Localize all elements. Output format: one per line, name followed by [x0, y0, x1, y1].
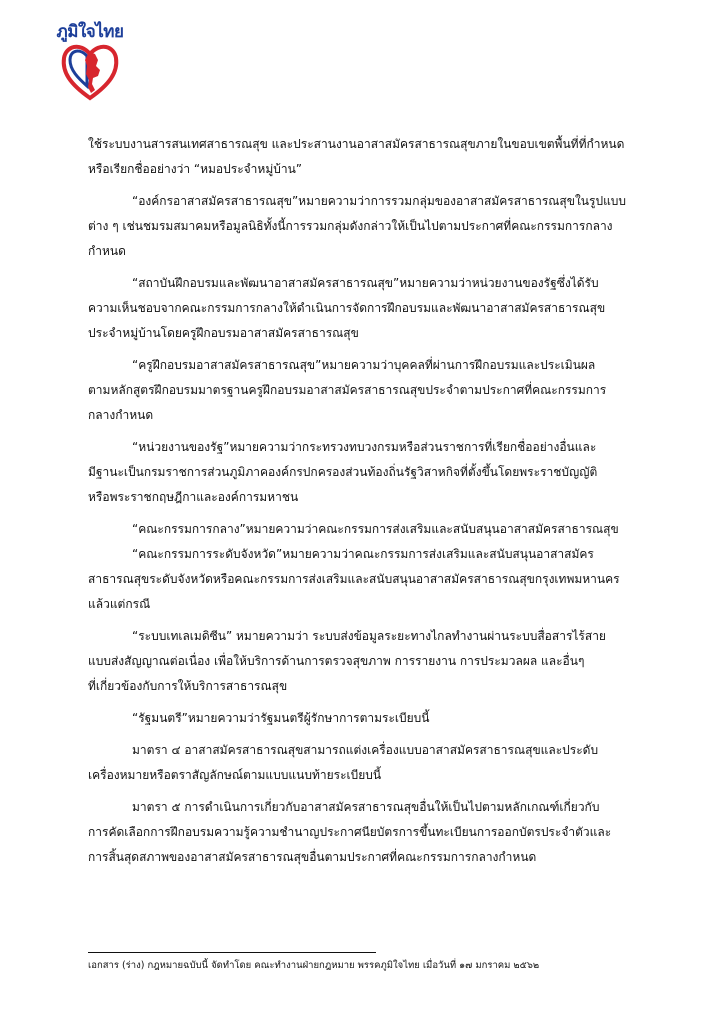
logo-wordmark: ภูมิใจไทย [56, 22, 124, 42]
text-line: การสิ้นสุดสภาพของอาสาสมัครสาธารณสุขอื่นตามประกาศที่คณะกรรมการกลางกำหนด [88, 850, 537, 864]
text-line: แล้วแต่กรณี [88, 597, 151, 611]
text-line: มาตรา ๕ การดำเนินการเกี่ยวกับอาสาสมัครสาธารณสุขอื่นให้เป็นไปตามหลักเกณฑ์เกี่ยวกับ [132, 800, 600, 814]
text-line: สาธารณสุขระดับจังหวัดหรือคณะกรรมการส่งเสริมและสนับสนุนอาสาสมัครสาธารณสุขกรุงเทพมหานคร [88, 572, 620, 586]
text-line: ที่เกี่ยวข้องกับการให้บริการสาธารณสุข [88, 679, 288, 693]
paragraph [88, 435, 648, 510]
text-line: “รัฐมนตรี”หมายความว่ารัฐมนตรีผู้รักษาการตามระเบียบนี้ [132, 711, 430, 725]
text-line: “คณะกรรมการระดับจังหวัด”หมายความว่าคณะกรรมการส่งเสริมและสนับสนุนอาสาสมัคร [132, 547, 594, 561]
footer-note: เอกสาร (ร่าง) กฎหมายฉบับนี้ จัดทำโดย คณะทำงานฝ่ายกฎหมาย พรรคภูมิใจไทย เมื่อวันที่ ๑๗ มกราคม ๒๕๖๒ [88, 960, 540, 971]
text-line: “สถาบันฝึกอบรมและพัฒนาอาสาสมัครสาธารณสุข”หมายความว่าหน่วยงานของรัฐซึ่งได้รับ [132, 276, 599, 290]
text-line: มาตรา ๔ อาสาสมัครสาธารณสุขสามารถแต่งเครื่องแบบอาสาสมัครสาธารณสุขและประดับ [132, 743, 599, 757]
text-line: ตามหลักสูตรฝึกอบรมมาตรฐานครูฝึกอบรมอาสาสมัครสาธารณสุขประจำตามประกาศที่คณะกรรมการ [88, 383, 607, 397]
footer-divider [88, 952, 376, 953]
paragraph [88, 706, 648, 731]
text-line: กลางกำหนด [88, 408, 154, 422]
paragraph [88, 271, 648, 346]
text-line: “องค์กรอาสาสมัครสาธารณสุข”หมายความว่าการรวมกลุ่มของอาสาสมัครสาธารณสุขในรูปแบบ [132, 194, 627, 208]
paragraph [88, 738, 648, 788]
text-line: กำหนด [88, 244, 126, 258]
paragraph [88, 353, 648, 428]
paragraph [88, 542, 648, 617]
text-line: “ระบบเทเลเมดิซีน” หมายความว่า ระบบส่งข้อมูลระยะทางไกลทำงานผ่านระบบสื่อสารไร้สาย [132, 629, 606, 643]
text-line: “หน่วยงานของรัฐ”หมายความว่ากระทรวงทบวงกรมหรือส่วนราชการที่เรียกชื่ออย่างอื่นและ [132, 440, 597, 454]
party-logo [54, 14, 126, 104]
text-line: “คณะกรรมการกลาง”หมายความว่าคณะกรรมการส่งเสริมและสนับสนุนอาสาสมัครสาธารณสุข [132, 522, 619, 536]
text-line: “ครูฝึกอบรมอาสาสมัครสาธารณสุข”หมายความว่าบุคคลที่ผ่านการฝึกอบรมและประเมินผล [132, 358, 596, 372]
text-line: เครื่องหมายหรือตราสัญลักษณ์ตามแบบแนบท้ายระเบียบนี้ [88, 768, 382, 782]
text-line: หรือพระราชกฤษฎีกาและองค์การมหาชน [88, 490, 299, 504]
text-line: ประจำหมู่บ้านโดยครูฝึกอบรมอาสาสมัครสาธารณสุข [88, 326, 359, 340]
text-line: หรือเรียกชื่ออย่างว่า “หมอประจำหมู่บ้าน” [88, 162, 303, 176]
paragraph [88, 624, 648, 699]
paragraph [88, 517, 648, 542]
text-line: ต่าง ๆ เช่นชมรมสมาคมหรือมูลนิธิทั้งนี้การรวมกลุ่มดังกล่าวให้เป็นไปตามประกาศที่คณะกรรมการกลาง [88, 219, 613, 233]
document-body [88, 132, 648, 877]
paragraph [88, 132, 648, 182]
paragraph [88, 189, 648, 264]
text-line: การคัดเลือกการฝึกอบรมความรู้ความชำนาญประกาศนียบัตรการขึ้นทะเบียนการออกบัตรประจำตัวและ [88, 825, 612, 839]
paragraph [88, 795, 648, 870]
text-line: ใช้ระบบงานสารสนเทศสาธารณสุข และประสานงานอาสาสมัครสาธารณสุขภายในขอบเขตพื้นที่ที่กำหนด [88, 137, 625, 151]
text-line: มีฐานะเป็นกรมราชการส่วนภูมิภาคองค์กรปกครองส่วนท้องถิ่นรัฐวิสาหกิจที่ตั้งขึ้นโดยพระราชบัญญัติ [88, 465, 598, 479]
text-line: แบบส่งสัญญาณต่อเนื่อง เพื่อให้บริการด้านการตรวจสุขภาพ การรายงาน การประมวลผล และอื่นๆ [88, 654, 585, 668]
heart-thailand-map-icon [60, 40, 120, 102]
text-line: ความเห็นชอบจากคณะกรรมการกลางให้ดำเนินการจัดการฝึกอบรมและพัฒนาอาสาสมัครสาธารณสุข [88, 301, 606, 315]
